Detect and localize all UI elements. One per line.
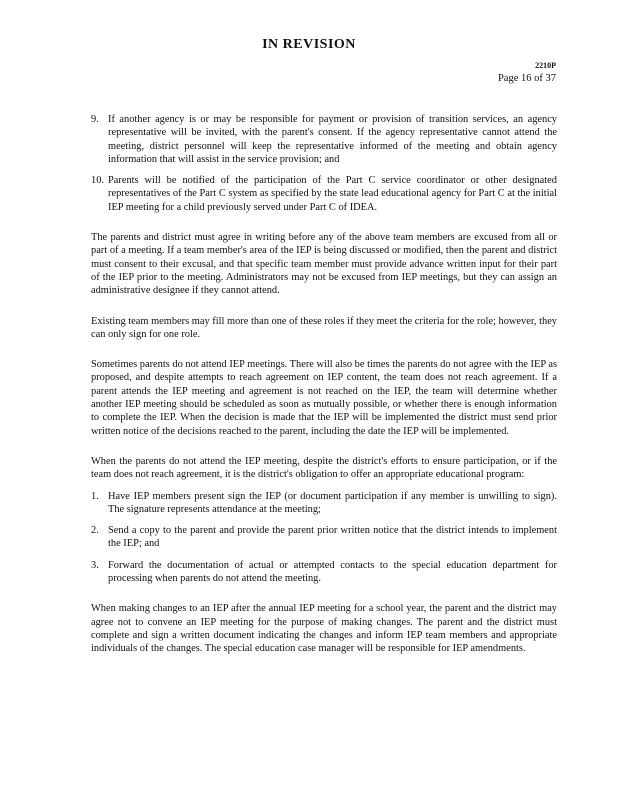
document-number: 2210P <box>535 61 556 70</box>
list-item <box>91 559 557 586</box>
paragraph-roles: Existing team members may fill more than one of these roles if they meet the criteria for the role; however, they can only sign for one role. <box>91 315 557 340</box>
list-item <box>91 174 557 214</box>
paragraph-obligation: When the parents do not attend the IEP meeting, despite the district's efforts to ensure participation, or if the team does not reach agreement, it is the district's obligation to offer an appropriate educational program: <box>91 455 557 481</box>
list-item-number: 1. <box>91 490 99 502</box>
list-item-number: 10. <box>91 175 104 187</box>
list-item-number: 3. <box>91 559 99 571</box>
paragraph-excusal: The parents and district must agree in writing before any of the above team members are excused from all or part of a meeting. If a team member's area of the IEP is being discussed or modified, then the parent and district must consent to their excusal, and that specific team member must provide advance written input for their part of the IEP prior to the meeting. Administrators may not be excused from IEP meetings, but they can assign an administrative designee if they cannot attend. <box>91 232 557 297</box>
list-item-text: Forward the documentation of actual or attempted contacts to the special education department for processing when parents do not attend the meeting. <box>108 559 557 585</box>
list-item-text: Send a copy to the parent and provide the parent prior written notice that the district intends to implement the IEP; and <box>108 525 557 550</box>
paragraph-agreement: Sometimes parents do not attend IEP meetings. There will also be times the parents do not agree with the IEP as proposed, and despite attempts to reach agreement on IEP content, the team does not reach agreement. If a parent attends the IEP meeting and agreement is not reached on the IEP, the team will determine whether another IEP meeting should be scheduled as soon as mutually possible, or whether there is enough information to complete the IEP. When the decision is made that the IEP will be implemented the district must send prior written notice of the decisions reached to the parent, including the date the IEP will be implemented. <box>91 359 557 437</box>
list-item <box>91 113 557 166</box>
paragraph-amendments: When making changes to an IEP after the annual IEP meeting for a school year, the parent and the district may agree not to convene an IEP meeting for the purpose of making changes. The parent and the district must complete and sign a written document indicating the changes and inform IEP team members and appropriate individuals of the changes. The special education case manager will be responsible for IEP amendments. <box>91 603 557 655</box>
list-item-number: 2. <box>91 525 99 537</box>
list-item <box>91 524 557 551</box>
page-number: Page 16 of 37 <box>497 73 556 84</box>
list-item-number: 9. <box>91 114 99 125</box>
list-item-text: Have IEP members present sign the IEP (or document participation if any member is unwilling to sign). The signature represents attendance at the meeting; <box>108 490 557 515</box>
list-item-text: Parents will be notified of the participation of the Part C service coordinator or other designated representatives of the Part C system as specified by the state lead educational agency for Part C at the initial IEP meeting for a child previously served under Part C of IDEA. <box>108 175 557 213</box>
document-title: IN REVISION <box>262 37 356 52</box>
document-body <box>91 113 557 656</box>
list-item-text: If another agency is or may be responsible for payment or provision of transition services, an agency representative will be invited, with the parent's consent. If the agency representative cannot attend the meeting, district personnel will keep the representative informed of the meeting and obtain agency information that will assist in the service provision; and <box>108 114 557 165</box>
list-item <box>91 490 557 517</box>
